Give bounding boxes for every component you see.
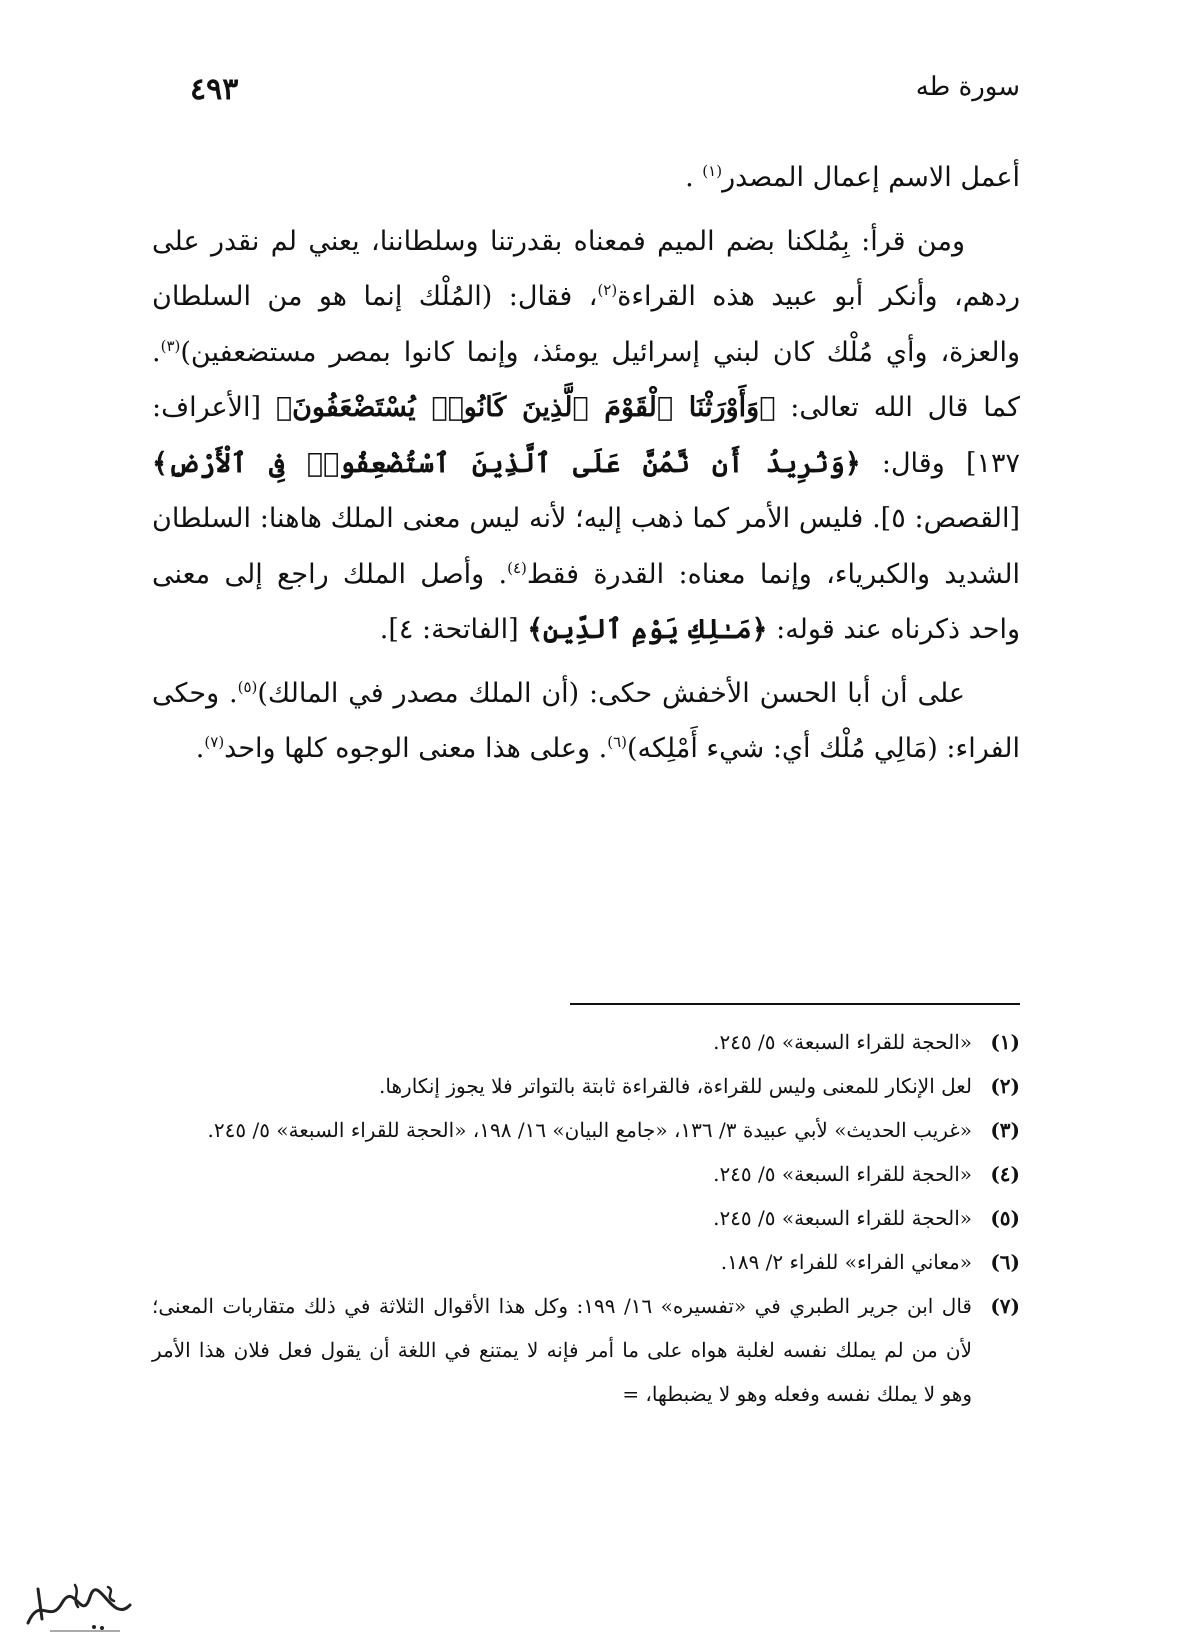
paragraph-1 xyxy=(152,150,1020,206)
text-run: . xyxy=(195,733,205,764)
footnote-number: (٤) xyxy=(990,1162,1020,1186)
text-run: أعمل الاسم إعمال المصدر xyxy=(722,162,1020,193)
calligraphy-seal-icon xyxy=(20,1575,140,1635)
main-text xyxy=(152,150,1020,785)
footnote-2 xyxy=(152,1064,1020,1108)
page-number: ٤٩٣ xyxy=(190,72,239,107)
footnote-3 xyxy=(152,1108,1020,1152)
footnote-text: «معاني الفراء» للفراء ٢/ ١٨٩. xyxy=(720,1250,972,1274)
text-run: . وأصل الملك راجع إلى معنى واحد ذكرناه عند قوله: xyxy=(152,558,1020,645)
text-run: على أن أبا الحسن الأخفش حكى: (أن الملك مصدر في المالك) xyxy=(257,677,966,709)
footnote-number: (٣) xyxy=(990,1118,1020,1142)
text-run: [الفاتحة: ٤]. xyxy=(379,614,528,645)
quran-verse-1: ﴿وَأَوْرَثْنَا ٱلْقَوْمَ ٱلَّذِينَ كَانُوا۟ يُسْتَضْعَفُونَ﴾ xyxy=(275,392,776,423)
footnote-ref-2: (٢) xyxy=(597,281,618,299)
footnote-number: (٢) xyxy=(990,1074,1020,1098)
text-run: . xyxy=(685,162,703,193)
footnote-5 xyxy=(152,1196,1020,1240)
text-run: [الأعراف: ١٣٧] وقال: xyxy=(152,392,1020,479)
running-header xyxy=(190,72,1020,122)
quran-verse-3: ﴿مَـٰلِكِ يَوْمِ ٱلدِّينِ﴾ xyxy=(527,614,768,645)
footnote-6 xyxy=(152,1240,1020,1284)
footnote-ref-5: (٥) xyxy=(237,677,258,696)
footnote-4 xyxy=(152,1152,1020,1196)
footnote-7 xyxy=(152,1284,1020,1416)
text-run: ومن قرأ: بِمُلكنا بضم الميم فمعناه بقدرتنا وسلطاننا، يعني لم نقدر على ردهم، وأنكر أبو عبيد هذه القراءة xyxy=(152,225,1020,312)
footnote-1 xyxy=(152,1020,1020,1064)
footnote-number: (١) xyxy=(990,1030,1020,1054)
paragraph-3 xyxy=(152,666,1020,777)
footnote-text: «الحجة للقراء السبعة» ٥/ ٢٤٥. xyxy=(713,1206,972,1230)
paragraph-2 xyxy=(152,214,1020,658)
footnote-text: قال ابن جرير الطبري في «تفسيره» ١٦/ ١٩٩: وكل هذا الأقوال الثلاثة في ذلك متقاربات المعنى؛ لأن من لم يملك نفسه لغلبة هواه على ما أمر فإنه لا يمتنع في اللغة أن يقول فعل فلان هذا الأمر وهو لا يملك نفسه وفعله وهو لا يضبطها، = xyxy=(152,1294,972,1406)
footnote-text: لعل الإنكار للمعنى وليس للقراءة، فالقراءة ثابتة بالتواتر فلا يجوز إنكارها. xyxy=(379,1074,972,1098)
footnote-ref-1: (١) xyxy=(702,162,723,180)
footnote-text: «الحجة للقراء السبعة» ٥/ ٢٤٥. xyxy=(713,1162,972,1186)
text-run: [القصص: ٥]. فليس الأمر كما ذهب إليه؛ لأنه ليس معنى الملك هاهنا: السلطان الشديد والكبرياء، وإنما معناه: القدرة فقط xyxy=(152,503,1020,590)
footnote-ref-7: (٧) xyxy=(204,733,225,751)
footnote-text: «غريب الحديث» لأبي عبيدة ٣/ ١٣٦، «جامع البيان» ١٦/ ١٩٨، «الحجة للقراء السبعة» ٥/ ٢٤٥. xyxy=(207,1118,972,1142)
text-run: . كما قال الله تعالى: xyxy=(152,336,1020,423)
quran-verse-2: ﴿وَنُرِيدُ أَن نَّمُنَّ عَلَى ٱلَّذِينَ ٱسْتُضْعِفُوا۟ فِى ٱلْأَرْضِ﴾ xyxy=(152,447,861,479)
footnote-separator xyxy=(570,1003,1020,1005)
text-run: . وعلى هذا معنى الوجوه كلها واحد xyxy=(224,733,608,764)
footnote-text: «الحجة للقراء السبعة» ٥/ ٢٤٥. xyxy=(713,1030,972,1054)
footnote-number: (٥) xyxy=(990,1206,1020,1230)
footnote-number: (٦) xyxy=(990,1250,1020,1274)
surah-title: سورة طه xyxy=(915,72,1020,102)
text-run: ، فقال: (المُلْك إنما هو من السلطان والعزة، وأي مُلْك كان لبني إسرائيل يومئذ، وإنما كانوا بمصر مستضعفين) xyxy=(152,281,1020,368)
text-run: . وحكى الفراء: (مَالِي مُلْك أي: شيء أَمْلِكه) xyxy=(152,677,1020,764)
footnote-ref-3: (٣) xyxy=(160,336,181,355)
footnote-ref-4: (٤) xyxy=(507,558,527,577)
footnote-number: (٧) xyxy=(990,1294,1020,1318)
footnote-ref-6: (٦) xyxy=(607,733,628,751)
footnotes xyxy=(152,1020,1020,1416)
